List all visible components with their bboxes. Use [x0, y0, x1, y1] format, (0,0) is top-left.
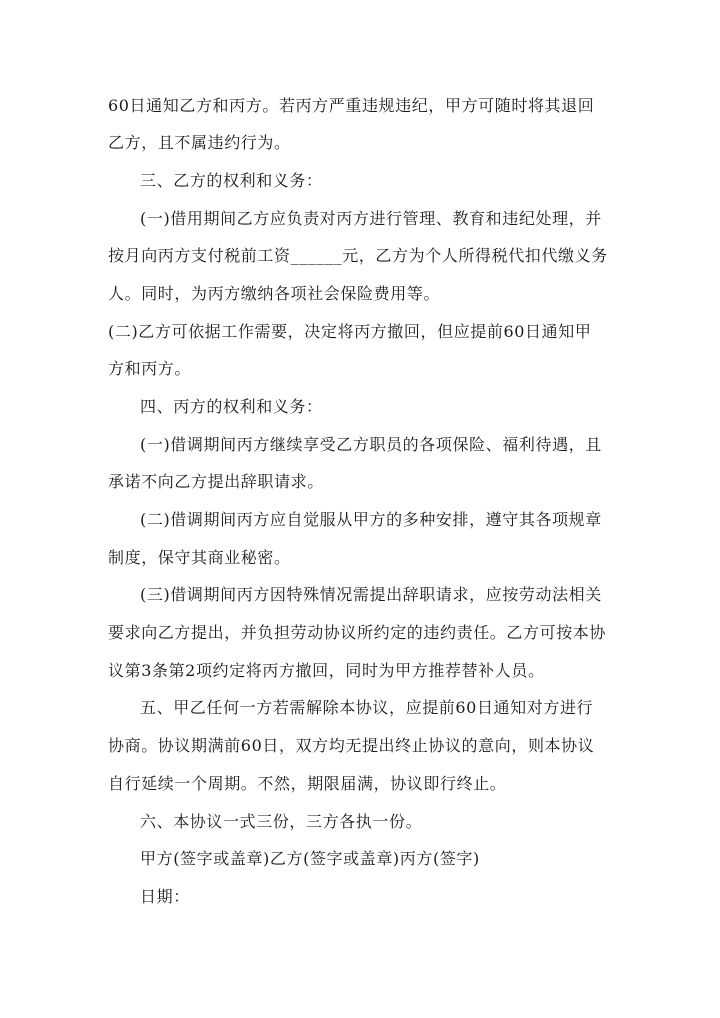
text-line-11: 承诺不向乙方提出辞职请求。	[108, 472, 324, 491]
text-line-6: 人。同时，为丙方缴纳各项社会保险费用等。	[108, 284, 441, 303]
section-heading-3: 三、乙方的权利和义务：	[140, 171, 323, 190]
text-line-7: (二)乙方可依据工作需要，决定将丙方撤回，但应提前60日通知甲	[108, 322, 592, 341]
section-heading-6: 六、本协议一式三份，三方各执一份。	[140, 812, 423, 831]
text-line-13: 制度，保守其商业秘密。	[108, 548, 291, 567]
text-line-2: 乙方，且不属违约行为。	[108, 133, 291, 152]
text-line-10: (一)借调期间丙方继续享受乙方职员的各项保险、福利待遇，且	[140, 435, 602, 454]
signature-line: 甲方(签字或盖章)乙方(签字或盖章)丙方(签字)	[140, 849, 480, 868]
text-line-15: 要求向乙方提出，并负担劳动协议所约定的违约责任。乙方可按本协	[108, 623, 607, 642]
text-line-4: (一)借用期间乙方应负责对丙方进行管理、教育和违纪处理，并	[140, 209, 602, 228]
text-line-19: 自行延续一个周期。不然，期限届满，协议即行终止。	[108, 774, 507, 793]
section-heading-5: 五、甲乙任何一方若需解除本协议，应提前60日通知对方进行	[140, 698, 594, 717]
text-line-5: 按月向丙方支付税前工资______元，乙方为个人所得税代扣代缴义务	[108, 246, 608, 265]
text-line-16: 议第3条第2项约定将丙方撤回，同时为甲方推荐替补人员。	[108, 661, 545, 680]
section-heading-4: 四、丙方的权利和义务：	[140, 397, 323, 416]
date-line: 日期：	[140, 887, 190, 906]
text-line-1: 60日通知乙方和丙方。若丙方严重违规违纪，甲方可随时将其退回	[108, 96, 595, 115]
text-line-18: 协商。协议期满前60日，双方均无提出终止协议的意向，则本协议	[108, 736, 595, 755]
text-line-14: (三)借调期间丙方因特殊情况需提出辞职请求，应按劳动法相关	[140, 585, 602, 604]
text-line-8: 方和丙方。	[108, 359, 192, 378]
text-line-12: (二)借调期间丙方应自觉服从甲方的多种安排，遵守其各项规章	[140, 510, 602, 529]
